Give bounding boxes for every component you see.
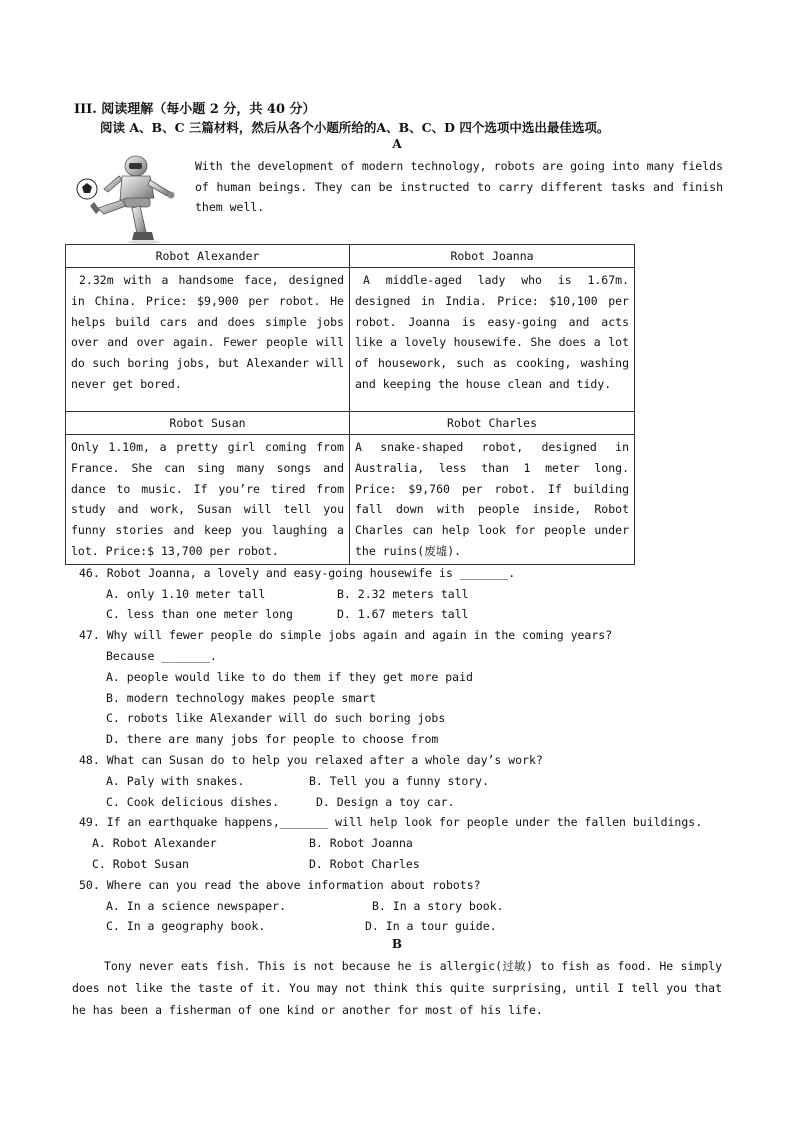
- option-b: B. In a story book.: [372, 899, 504, 913]
- option-c: C. Cook delicious dishes.: [106, 795, 280, 809]
- option-b: B. modern technology makes people smart: [106, 691, 377, 705]
- passage-b-label: B: [391, 937, 403, 951]
- robot-soccer-illustration: [74, 152, 186, 244]
- section-title: III. 阅读理解（每小题 2 分，共 40 分）: [74, 102, 316, 117]
- option-c: C. less than one meter long: [106, 607, 293, 621]
- question-stem: 50. Where can you read the above information about robots?: [79, 878, 481, 892]
- question-stem-continued: Because _______.: [106, 649, 217, 663]
- robot-name-charles: Robot Charles: [350, 412, 635, 435]
- option-d: D. Design a toy car.: [316, 795, 455, 809]
- option-c: C. In a geography book.: [106, 919, 266, 933]
- option-d: D. there are many jobs for people to choose from: [106, 732, 439, 746]
- option-a: A. Robot Alexander: [92, 836, 217, 850]
- robot-name-alexander: Robot Alexander: [66, 245, 350, 268]
- option-d: D. In a tour guide.: [365, 919, 497, 933]
- option-b: B. 2.32 meters tall: [337, 587, 469, 601]
- option-b: B. Robot Joanna: [309, 836, 413, 850]
- robot-desc-susan: Only 1.10m, a pretty girl coming from France. She can sing many songs and dance to music. If you’re tired from study and work, Susan will tell you funny stories and keep you laughing a lot. Price:$ 13,700 per robot.: [66, 435, 350, 565]
- option-c: C. robots like Alexander will do such boring jobs: [106, 711, 446, 725]
- option-b: B. Tell you a funny story.: [309, 774, 490, 788]
- option-a: A. people would like to do them if they get more paid: [106, 670, 473, 684]
- option-a: A. Paly with snakes.: [106, 774, 245, 788]
- robots-table: [65, 244, 635, 565]
- option-d: D. 1.67 meters tall: [337, 607, 469, 621]
- option-a: A. In a science newspaper.: [106, 899, 287, 913]
- passage-b-text: Tony never eats fish. This is not because he is allergic(过敏) to fish as food. He simply does not like the taste of it. You may not think this quite surprising, until I tell you that he has been a fisherman of one kind or another for most of his life.: [72, 959, 722, 1017]
- question-stem: 46. Robot Joanna, a lovely and easy-going housewife is _______.: [79, 566, 516, 580]
- section-instructions: 阅读 A、B、C 三篇材料，然后从各个小题所给的A、B、C、D 四个选项中选出最佳选项。: [100, 120, 610, 135]
- option-c: C. Robot Susan: [92, 857, 189, 871]
- option-a: A. only 1.10 meter tall: [106, 587, 266, 601]
- robot-name-susan: Robot Susan: [66, 412, 350, 435]
- robot-name-joanna: Robot Joanna: [350, 245, 635, 268]
- passage-a-label: A: [392, 137, 402, 151]
- robot-desc-charles: A snake-shaped robot, designed in Australia, less than 1 meter long. Price: $9,760 per robot. If building fall down with people inside, Robot Charles can help look for people under the ruins(废墟).: [350, 435, 635, 565]
- robot-desc-joanna: A middle-aged lady who is 1.67m. designed in India. Price: $10,100 per robot. Joanna is easy-going and acts like a lovely housewife. She does a lot of housework, such as cooking, washing and keeping the house clean and tidy.: [350, 268, 635, 412]
- question-stem: 48. What can Susan do to help you relaxed after a whole day’s work?: [79, 753, 543, 767]
- robot-desc-alexander: 2.32m with a handsome face, designed in China. Price: $9,900 per robot. He helps build cars and does simple jobs over and over again. Fewer people will do such boring jobs, but Alexander will never get bored.: [66, 268, 350, 412]
- question-stem: 47. Why will fewer people do simple jobs again and again in the coming years?: [79, 628, 613, 642]
- passage-a-intro: With the development of modern technology, robots are going into many fields of human beings. They can be instructed to carry different tasks and finish them well.: [195, 159, 723, 214]
- question-stem: 49. If an earthquake happens,_______ will help look for people under the fallen buildings.: [79, 815, 703, 829]
- option-d: D. Robot Charles: [309, 857, 420, 871]
